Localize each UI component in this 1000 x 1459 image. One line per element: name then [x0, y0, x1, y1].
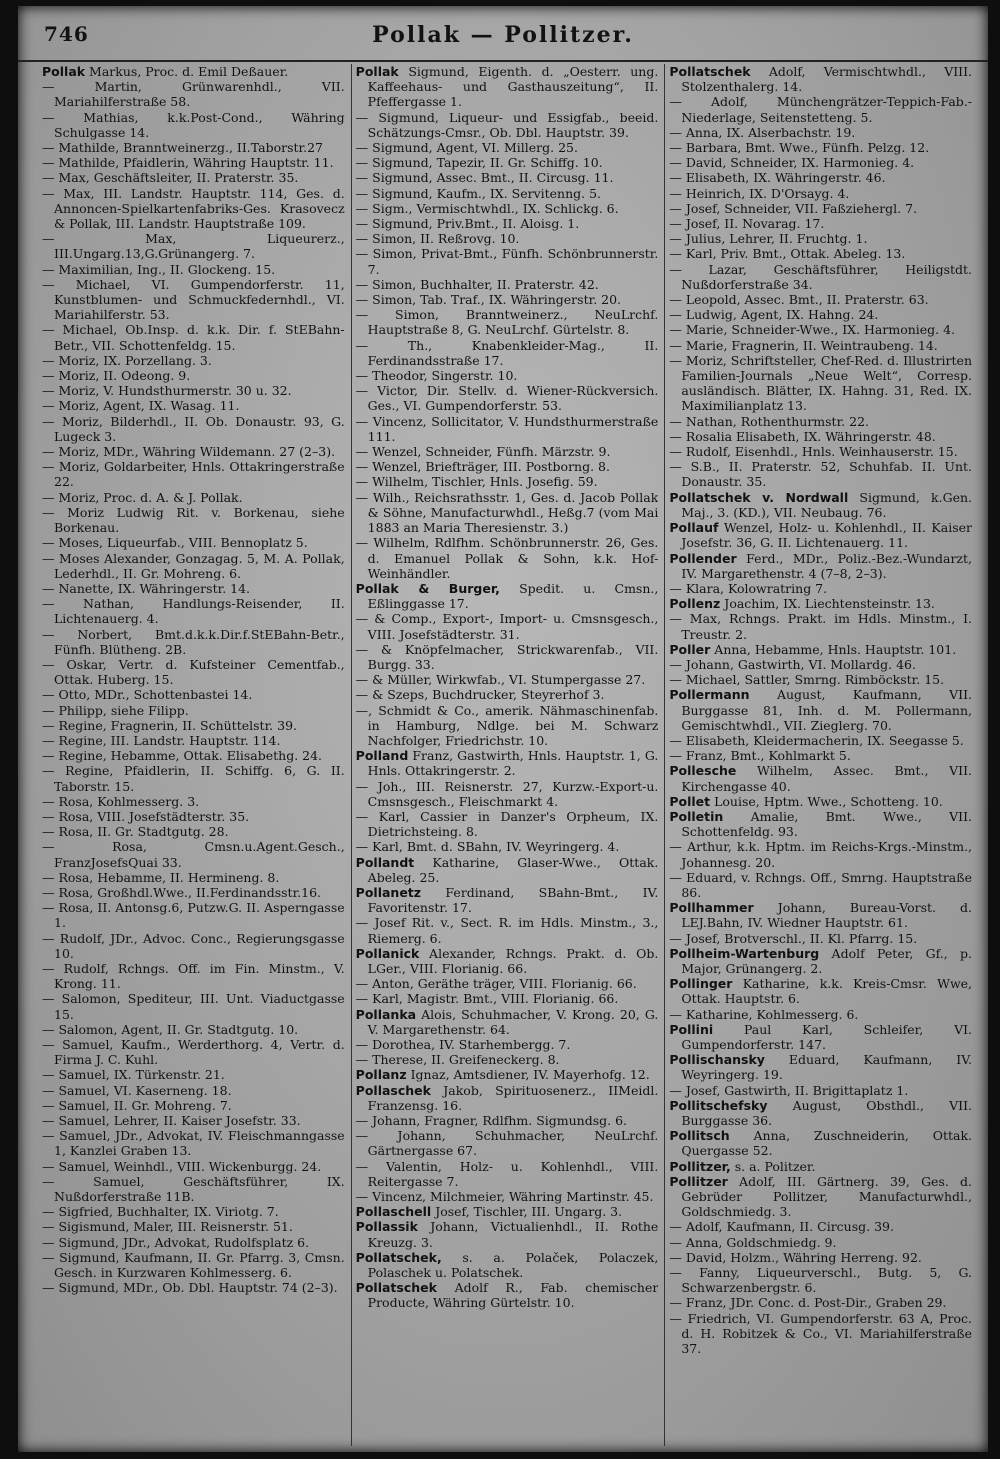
directory-entry: Pollischansky Eduard, Kaufmann, IV. Weyringerg. 19. [669, 1052, 973, 1083]
directory-entry: Pollheim-Wartenburg Adolf Peter, Gf., p. Major, Grünangerg. 2. [669, 945, 973, 976]
directory-entry: Pollassik Johann, Victualienhdl., II. Rothe Kreuzg. 3. [355, 1219, 659, 1250]
directory-entry: Pollitschefsky August, Obsthdl., VII. Burggasse 36. [669, 1097, 973, 1129]
directory-entry: Pollauf Wenzel, Holz- u. Kohlenhdl., II. Kaiser Josefstr. 36, G. II. Lichtenauerg. 11. [669, 520, 973, 551]
directory-entry: — Simon, Tab. Traf., IX. Währingerstr. 20. [355, 292, 622, 308]
directory-entry: — Samuel, JDr., Advokat, IV. Fleischmanngasse 1, Kanzlei Graben 13. [42, 1128, 345, 1159]
page-number: 746 [44, 22, 89, 46]
directory-entry: — & Comp., Export-, Import- u. Cmsnsgesch., VIII. Josefstädterstr. 31. [355, 611, 659, 642]
directory-entry: Pollak Markus, Proc. d. Emil Deßauer. [42, 64, 289, 79]
directory-entry: Pollinger Katharine, k.k. Kreis-Cmsr. Wwe, Ottak. Hauptstr. 6. [669, 976, 973, 1007]
directory-entry: — Johann, Gastwirth, VI. Mollardg. 46. [669, 656, 916, 672]
directory-entry: Pollini Paul Karl, Schleifer, VI. Gumpendorferstr. 147. [669, 1021, 973, 1052]
directory-entry: — Moriz, II. Odeong. 9. [42, 368, 191, 384]
directory-entry: — Nathan, Handlungs-Reisender, II. Lichtenauerg. 4. [42, 596, 345, 627]
directory-entry: — Wilhelm, Tischler, Hnls. Josefig. 59. [355, 474, 598, 490]
directory-entry: — Wilh., Reichsrathsstr. 1, Ges. d. Jacob Pollak & Söhne, Manufacturwhdl., Heßg.7 (vom Mai 1883 an Maria Theresienstr. 3.) [355, 489, 659, 536]
directory-entry: Pollandt Katharine, Glaser-Wwe., Ottak. Abeleg. 25. [355, 854, 659, 885]
directory-entry: — Michael, Ob.Insp. d. k.k. Dir. f. StEBahn-Betr., VII. Schottenfeldg. 15. [42, 322, 345, 353]
directory-entry: — Rosa, Cmsn.u.Agent.Gesch., FranzJosefsQuai 33. [42, 839, 345, 870]
directory-entry: Pollak & Burger, Spedit. u. Cmsn., Eßlinggasse 17. [355, 580, 659, 612]
directory-entry: — Moriz, MDr., Währing Wildemann. 27 (2–3). [42, 444, 336, 460]
directory-entry: — Philipp, siehe Filipp. [42, 702, 189, 718]
directory-entry: Pollatschek Adolf, Vermischtwhdl., VIII. Stolzenthalerg. 14. [669, 64, 973, 95]
directory-entry: — Ludwig, Agent, IX. Hahng. 24. [669, 307, 879, 323]
directory-entry: — Rosa, Kohlmesserg. 3. [42, 793, 200, 809]
directory-entry: — Simon, Branntweinerz., NeuLrchf. Hauptstraße 8, G. NeuLrchf. Gürtelstr. 8. [355, 307, 659, 338]
directory-entry: — Klara, Kolowratring 7. [669, 580, 828, 596]
directory-entry: — Karl, Magistr. Bmt., VIII. Florianig. 66. [355, 991, 619, 1007]
directory-entry: — Th., Knabenkleider-Mag., II. Ferdinandsstraße 17. [355, 337, 659, 368]
directory-entry: — Michael, Sattler, Smrng. Rimböckstr. 15. [669, 672, 945, 688]
directory-entry: Pollanick Alexander, Rchngs. Prakt. d. Ob. LGer., VIII. Florianig. 66. [355, 945, 659, 976]
directory-entry: — Rosalia Elisabeth, IX. Währingerstr. 48. [669, 428, 936, 444]
directory-entry: — Samuel, VI. Kaserneng. 18. [42, 1082, 232, 1098]
directory-entry: Pollitzer Adolf, III. Gärtnerg. 39, Ges. d. Gebrüder Pollitzer, Manufacturwhdl., Goldschmiedg. 3. [669, 1173, 973, 1220]
directory-entry: — Simon, Buchhalter, II. Praterstr. 42. [355, 276, 599, 292]
directory-entry: — Sigmund, Priv.Bmt., II. Aloisg. 1. [355, 216, 580, 232]
directory-entry: — Max, Geschäftsleiter, II. Praterstr. 35. [42, 170, 299, 186]
directory-page [18, 6, 988, 1452]
directory-entry: — Simon, II. Reßrovg. 10. [355, 231, 520, 247]
directory-entry: — Michael, VI. Gumpendorferstr. 11, Kunstblumen- und Schmuckfedernhdl., VI. Mariahilferstr. 53. [42, 276, 345, 323]
directory-entry: — Samuel, IX. Türkenstr. 21. [42, 1067, 225, 1083]
directory-entry: — Regine, Pfaidlerin, II. Schiffg. 6, G. II. Taborstr. 15. [42, 763, 345, 794]
directory-entry: —, Schmidt & Co., amerik. Nähmaschinenfab. in Hamburg, Ndlge. bei M. Schwarz Nachfolger, Friedrichstr. 10. [355, 702, 659, 748]
directory-entry: — Sigmund, Agent, VI. Millerg. 25. [355, 140, 578, 156]
directory-entry: Polletin Amalie, Bmt. Wwe., VII. Schottenfeldg. 93. [669, 808, 973, 840]
directory-entry: — Simon, Privat-Bmt., Fünfh. Schönbrunnerstr. 7. [355, 246, 659, 277]
directory-entry: — David, Schneider, IX. Harmonieg. 4. [669, 155, 915, 171]
directory-entry: Polland Franz, Gastwirth, Hnls. Hauptstr. 1, G. Hnls. Ottakringerstr. 2. [355, 748, 659, 779]
directory-entry: — Marie, Fragnerin, II. Weintraubeng. 14. [669, 337, 938, 353]
directory-entry: — Josef Rit. v., Sect. R. im Hdls. Minstm., 3., Riemerg. 6. [355, 915, 659, 946]
directory-entry: — Samuel, Kaufm., Werderthorg. 4, Vertr. d. Firma J. C. Kuhl. [42, 1037, 345, 1068]
directory-entry: — Mathilde, Pfaidlerin, Währing Hauptstr. 11. [42, 155, 334, 171]
directory-entry: — Sigmund, Liqueur- und Essigfab., beeid. Schätzungs-Cmsr., Ob. Dbl. Hauptstr. 39. [355, 109, 659, 140]
directory-entry: — Sigmund, MDr., Ob. Dbl. Hauptstr. 74 (2–3). [42, 1280, 338, 1296]
directory-entry: — Moriz, Agent, IX. Wasag. 11. [42, 398, 240, 414]
directory-entry: — Sigmund, Tapezir, II. Gr. Schiffg. 10. [355, 155, 603, 171]
directory-entry: — Sigmund, Assec. Bmt., II. Circusg. 11. [355, 170, 614, 186]
page-header [18, 20, 988, 62]
directory-entry: — & Knöpfelmacher, Strickwarenfab., VII. Burgg. 33. [355, 641, 659, 672]
directory-entry: — Moses Alexander, Gonzagag. 5, M. A. Pollak, Lederhdl., II. Gr. Mohreng. 6. [42, 550, 345, 581]
directory-entry: Pollesche Wilhelm, Assec. Bmt., VII. Kirchengasse 40. [669, 763, 973, 794]
directory-entry: — Max, Rchngs. Prakt. im Hdls. Minstm., I. Treustr. 2. [669, 611, 973, 642]
directory-entry: — Adolf, Kaufmann, II. Circusg. 39. [669, 1219, 894, 1235]
directory-entry: — Fanny, Liqueurverschl., Butg. 5, G. Schwarzenbergstr. 6. [669, 1265, 973, 1296]
directory-entry: — Rudolf, Rchngs. Off. im Fin. Minstm., V. Krong. 11. [42, 960, 345, 992]
directory-entry: — Maximilian, Ing., II. Glockeng. 15. [42, 261, 276, 277]
directory-entry: — Barbara, Bmt. Wwe., Fünfh. Pelzg. 12. [669, 140, 930, 156]
columns-container [42, 64, 972, 1446]
directory-entry: — Rudolf, JDr., Advoc. Conc., Regierungsgasse 10. [42, 930, 345, 961]
directory-entry: — Samuel, II. Gr. Mohreng. 7. [42, 1097, 232, 1113]
directory-entry: — Vincenz, Milchmeier, Währing Martinstr. 45. [355, 1189, 654, 1205]
directory-entry: Pollet Louise, Hptm. Wwe., Schotteng. 10. [669, 793, 943, 809]
column-left [42, 64, 345, 1446]
directory-entry: — Eduard, v. Rchngs. Off., Smrng. Hauptstraße 86. [669, 869, 973, 900]
directory-entry: Pollender Ferd., MDr., Poliz.-Bez.-Wundarzt, IV. Margarethenstr. 4 (7–8, 2–3). [669, 550, 973, 581]
directory-entry: — Johann, Fragner, Rdlfhm. Sigmundsg. 6. [355, 1113, 628, 1129]
directory-entry: Pollitzer, s. a. Politzer. [669, 1158, 816, 1174]
directory-entry: — Dorothea, IV. Starhembergg. 7. [355, 1037, 571, 1052]
directory-entry: — Otto, MDr., Schottenbastei 14. [42, 687, 253, 703]
directory-entry: — Rosa, Hebamme, II. Hermineng. 8. [42, 869, 280, 885]
directory-entry: — Rosa, II. Antonsg.6, Putzw.G. II. Asperngasse 1. [42, 900, 345, 931]
directory-entry: — Martin, Grünwarenhdl., VII. Mariahilferstraße 58. [42, 79, 345, 110]
directory-entry: — & Müller, Wirkwfab., VI. Stumpergasse 27. [355, 672, 646, 688]
directory-entry: — Samuel, Weinhdl., VIII. Wickenburgg. 24. [42, 1158, 322, 1174]
directory-entry: — Salomon, Spediteur, III. Unt. Viaductgasse 15. [42, 991, 345, 1022]
directory-entry: — Sigismund, Maler, III. Reisnerstr. 51. [42, 1219, 293, 1235]
directory-entry: — S.B., II. Praterstr. 52, Schuhfab. II. Unt. Donaustr. 35. [669, 459, 973, 490]
directory-entry: — Elisabeth, Kleidermacherin, IX. Seegasse 5. [669, 732, 964, 748]
directory-entry: — Mathias, k.k.Post-Cond., Währing Schulgasse 14. [42, 109, 345, 140]
directory-entry: — Elisabeth, IX. Währingerstr. 46. [669, 170, 886, 186]
directory-entry: Poller Anna, Hebamme, Hnls. Hauptstr. 101. [669, 641, 957, 657]
directory-entry: Pollanz Ignaz, Amtsdiener, IV. Mayerhofg. 12. [355, 1067, 650, 1083]
directory-entry: — Regine, Fragnerin, II. Schüttelstr. 39. [42, 717, 297, 733]
directory-entry: — Salomon, Agent, II. Gr. Stadtgutg. 10. [42, 1021, 299, 1037]
directory-entry: — Johann, Schuhmacher, NeuLrchf. Gärtnergasse 67. [355, 1128, 659, 1159]
directory-entry: — Josef, II. Novarag. 17. [669, 216, 825, 232]
directory-entry: — Rosa, II. Gr. Stadtgutg. 28. [42, 824, 229, 840]
directory-entry: — Norbert, Bmt.d.k.k.Dir.f.StEBahn-Betr., Fünfh. Blütheng. 2B. [42, 626, 345, 657]
directory-entry: — Moriz Ludwig Rit. v. Borkenau, siehe Borkenau. [42, 504, 345, 536]
directory-entry: — Karl, Cassier in Danzer's Orpheum, IX. Dietrichsteing. 8. [355, 808, 659, 840]
directory-entry: Pollatschek v. Nordwall Sigmund, k.Gen. Maj., 3. (KD.), VII. Neubaug. 76. [669, 489, 973, 520]
directory-entry: — Julius, Lehrer, II. Fruchtg. 1. [669, 231, 868, 247]
directory-entry: Pollitsch Anna, Zuschneiderin, Ottak. Quergasse 52. [669, 1128, 973, 1159]
directory-entry: — Max, Liqueurerz., III.Ungarg.13,G.Grünangerg. 7. [42, 231, 345, 262]
directory-entry: — & Szeps, Buchdrucker, Steyrerhof 3. [355, 687, 605, 703]
directory-entry: — Sigfried, Buchhalter, IX. Viriotg. 7. [42, 1204, 279, 1220]
directory-entry: — Sigmund, JDr., Advokat, Rudolfsplatz 6. [42, 1234, 310, 1250]
directory-entry: — Karl, Priv. Bmt., Ottak. Abeleg. 13. [669, 246, 906, 262]
directory-entry: — Max, III. Landstr. Hauptstr. 114, Ges. d. Annoncen-Spielkartenfabriks-Ges. Krasovecz & Pollak, III. Landstr. Hauptstraße 109. [42, 185, 345, 232]
directory-entry: — Sigm., Vermischtwhdl., IX. Schlickg. 6. [355, 200, 619, 216]
directory-entry: — Adolf, Münchengrätzer-Teppich-Fab.-Niederlage, Seitenstetteng. 5. [669, 94, 973, 125]
directory-entry: — Katharine, Kohlmesserg. 6. [669, 1006, 859, 1022]
directory-entry: — Nathan, Rothenthurmstr. 22. [669, 413, 870, 429]
directory-entry: — Wenzel, Schneider, Fünfh. Märzstr. 9. [355, 444, 611, 460]
directory-entry: — Samuel, Geschäftsführer, IX. Nußdorferstraße 11B. [42, 1173, 345, 1205]
directory-entry: — Victor, Dir. Stellv. d. Wiener-Rückversich. Ges., VI. Gumpendorferstr. 53. [355, 383, 659, 414]
directory-entry: — Regine, Hebamme, Ottak. Elisabethg. 24. [42, 748, 323, 764]
directory-entry: — Karl, Bmt. d. SBahn, IV. Weyringerg. 4. [355, 839, 620, 855]
directory-entry: — Moriz, V. Hundsthurmerstr. 30 u. 32. [42, 383, 292, 399]
directory-entry: — Oskar, Vertr. d. Kufsteiner Cementfab., Ottak. Huberg. 15. [42, 656, 345, 688]
directory-entry: — Anton, Geräthe träger, VIII. Florianig. 66. [355, 976, 637, 992]
directory-entry: — Wenzel, Briefträger, III. Postborng. 8. [355, 459, 610, 475]
directory-entry: Pollaschell Josef, Tischler, III. Ungarg. 3. [355, 1204, 623, 1220]
directory-entry: Pollatschek Adolf R., Fab. chemischer Producte, Währing Gürtelstr. 10. [355, 1280, 659, 1311]
page-title: Pollak — Pollitzer. [372, 22, 634, 48]
directory-entry: — Josef, Brotverschl., II. Kl. Pfarrg. 15. [669, 930, 918, 946]
directory-entry: Pollatschek, s. a. Polaček, Polaczek, Polaschek u. Polatschek. [355, 1249, 659, 1281]
column-middle [351, 64, 659, 1446]
directory-entry: — Josef, Gastwirth, II. Brigittaplatz 1. [669, 1082, 909, 1098]
directory-entry: — Arthur, k.k. Hptm. im Reichs-Krgs.-Minstm., Johannesg. 20. [669, 839, 973, 870]
directory-entry: Pollanetz Ferdinand, SBahn-Bmt., IV. Favoritenstr. 17. [355, 884, 659, 916]
directory-entry: Pollermann August, Kaufmann, VII. Burggasse 81, Inh. d. M. Pollermann, Gemischtwhdl., VII. Zieglerg. 70. [669, 687, 973, 733]
directory-entry: Pollhammer Johann, Bureau-Vorst. d. LEJ.Bahn, IV. Wiedner Hauptstr. 61. [669, 900, 973, 931]
directory-entry: — Vincenz, Sollicitator, V. Hundsthurmerstraße 111. [355, 413, 659, 444]
directory-entry: — Nanette, IX. Währingerstr. 14. [42, 580, 251, 596]
directory-entry: — Moses, Liqueurfab., VIII. Bennoplatz 5. [42, 535, 308, 551]
directory-entry: — Josef, Schneider, VII. Faßziehergl. 7. [669, 200, 918, 216]
directory-entry: Pollaschek Jakob, Spirituosenerz., IIMeidl. Franzensg. 16. [355, 1082, 659, 1113]
directory-entry: — Wilhelm, Rdlfhm. Schönbrunnerstr. 26, Ges. d. Emanuel Pollak & Sohn, k.k. Hof-Weinhändler. [355, 535, 659, 581]
directory-entry: — Sigmund, Kaufm., IX. Servitenng. 5. [355, 185, 602, 201]
column-right [664, 64, 972, 1446]
directory-entry: — Regine, III. Landstr. Hauptstr. 114. [42, 732, 281, 748]
directory-entry: — Therese, II. Greifeneckerg. 8. [355, 1052, 560, 1068]
directory-entry: — Heinrich, IX. D'Orsayg. 4. [669, 185, 850, 201]
directory-entry: — Mathilde, Branntweinerzg., II.Taborstr.27 [42, 140, 323, 156]
directory-entry: — Valentin, Holz- u. Kohlenhdl., VIII. Reitergasse 7. [355, 1158, 659, 1189]
directory-entry: — Moriz, IX. Porzellang. 3. [42, 352, 212, 368]
directory-entry: Pollenz Joachim, IX. Liechtensteinstr. 13. [669, 596, 935, 612]
directory-entry: — Joh., III. Reisnerstr. 27, Kurzw.-Export-u. Cmsnsgesch., Fleischmarkt 4. [355, 778, 659, 809]
directory-entry: — Moriz, Bilderhdl., II. Ob. Donaustr. 93, G. Lugeck 3. [42, 413, 345, 444]
directory-entry: — David, Holzm., Währing Herreng. 92. [669, 1249, 922, 1265]
directory-entry: — Moriz, Proc. d. A. & J. Pollak. [42, 489, 243, 505]
directory-entry: — Rudolf, Eisenhdl., Hnls. Weinhauserstr. 15. [669, 444, 958, 460]
directory-entry: — Anna, IX. Alserbachstr. 19. [669, 124, 856, 140]
directory-entry: — Rosa, Großhdl.Wwe., II.Ferdinandsstr.16. [42, 884, 322, 900]
directory-entry: — Friedrich, VI. Gumpendorferstr. 63 A, Proc. d. H. Robitzek & Co., VI. Mariahilferstraße 37. [669, 1310, 973, 1357]
directory-entry: — Marie, Schneider-Wwe., IX. Harmonieg. 4. [669, 322, 956, 338]
directory-entry: — Samuel, Lehrer, II. Kaiser Josefstr. 33. [42, 1113, 301, 1129]
directory-entry: — Moriz, Goldarbeiter, Hnls. Ottakringerstraße 22. [42, 459, 345, 490]
directory-entry: — Franz, Bmt., Kohlmarkt 5. [669, 748, 851, 764]
directory-entry: Pollanka Alois, Schuhmacher, V. Krong. 20, G. V. Margarethenstr. 64. [355, 1006, 659, 1037]
directory-entry: — Lazar, Geschäftsführer, Heiligstdt. Nußdorferstraße 34. [669, 261, 973, 292]
directory-entry: — Rosa, VIII. Josefstädterstr. 35. [42, 808, 250, 824]
directory-entry: — Anna, Goldschmiedg. 9. [669, 1234, 837, 1250]
directory-entry: — Theodor, Singerstr. 10. [355, 368, 518, 384]
directory-entry: Pollak Sigmund, Eigenth. d. „Oesterr. ung. Kaffeehaus- und Gasthauszeitung“, II. Pfeffergasse 1. [355, 64, 659, 110]
directory-entry: — Franz, JDr. Conc. d. Post-Dir., Graben 29. [669, 1295, 947, 1311]
directory-entry: — Leopold, Assec. Bmt., II. Praterstr. 63. [669, 292, 929, 308]
directory-entry: — Moriz, Schriftsteller, Chef-Red. d. Illustrirten Familien-Journals „Neue Welt“, Corresp. ausländisch. Blätter, IX. Hahng. 31, Red. IX. Maximilianplatz 13. [669, 352, 973, 414]
directory-entry: — Sigmund, Kaufmann, II. Gr. Pfarrg. 3, Cmsn. Gesch. in Kurzwaren Kohlmesserg. 6. [42, 1249, 345, 1281]
